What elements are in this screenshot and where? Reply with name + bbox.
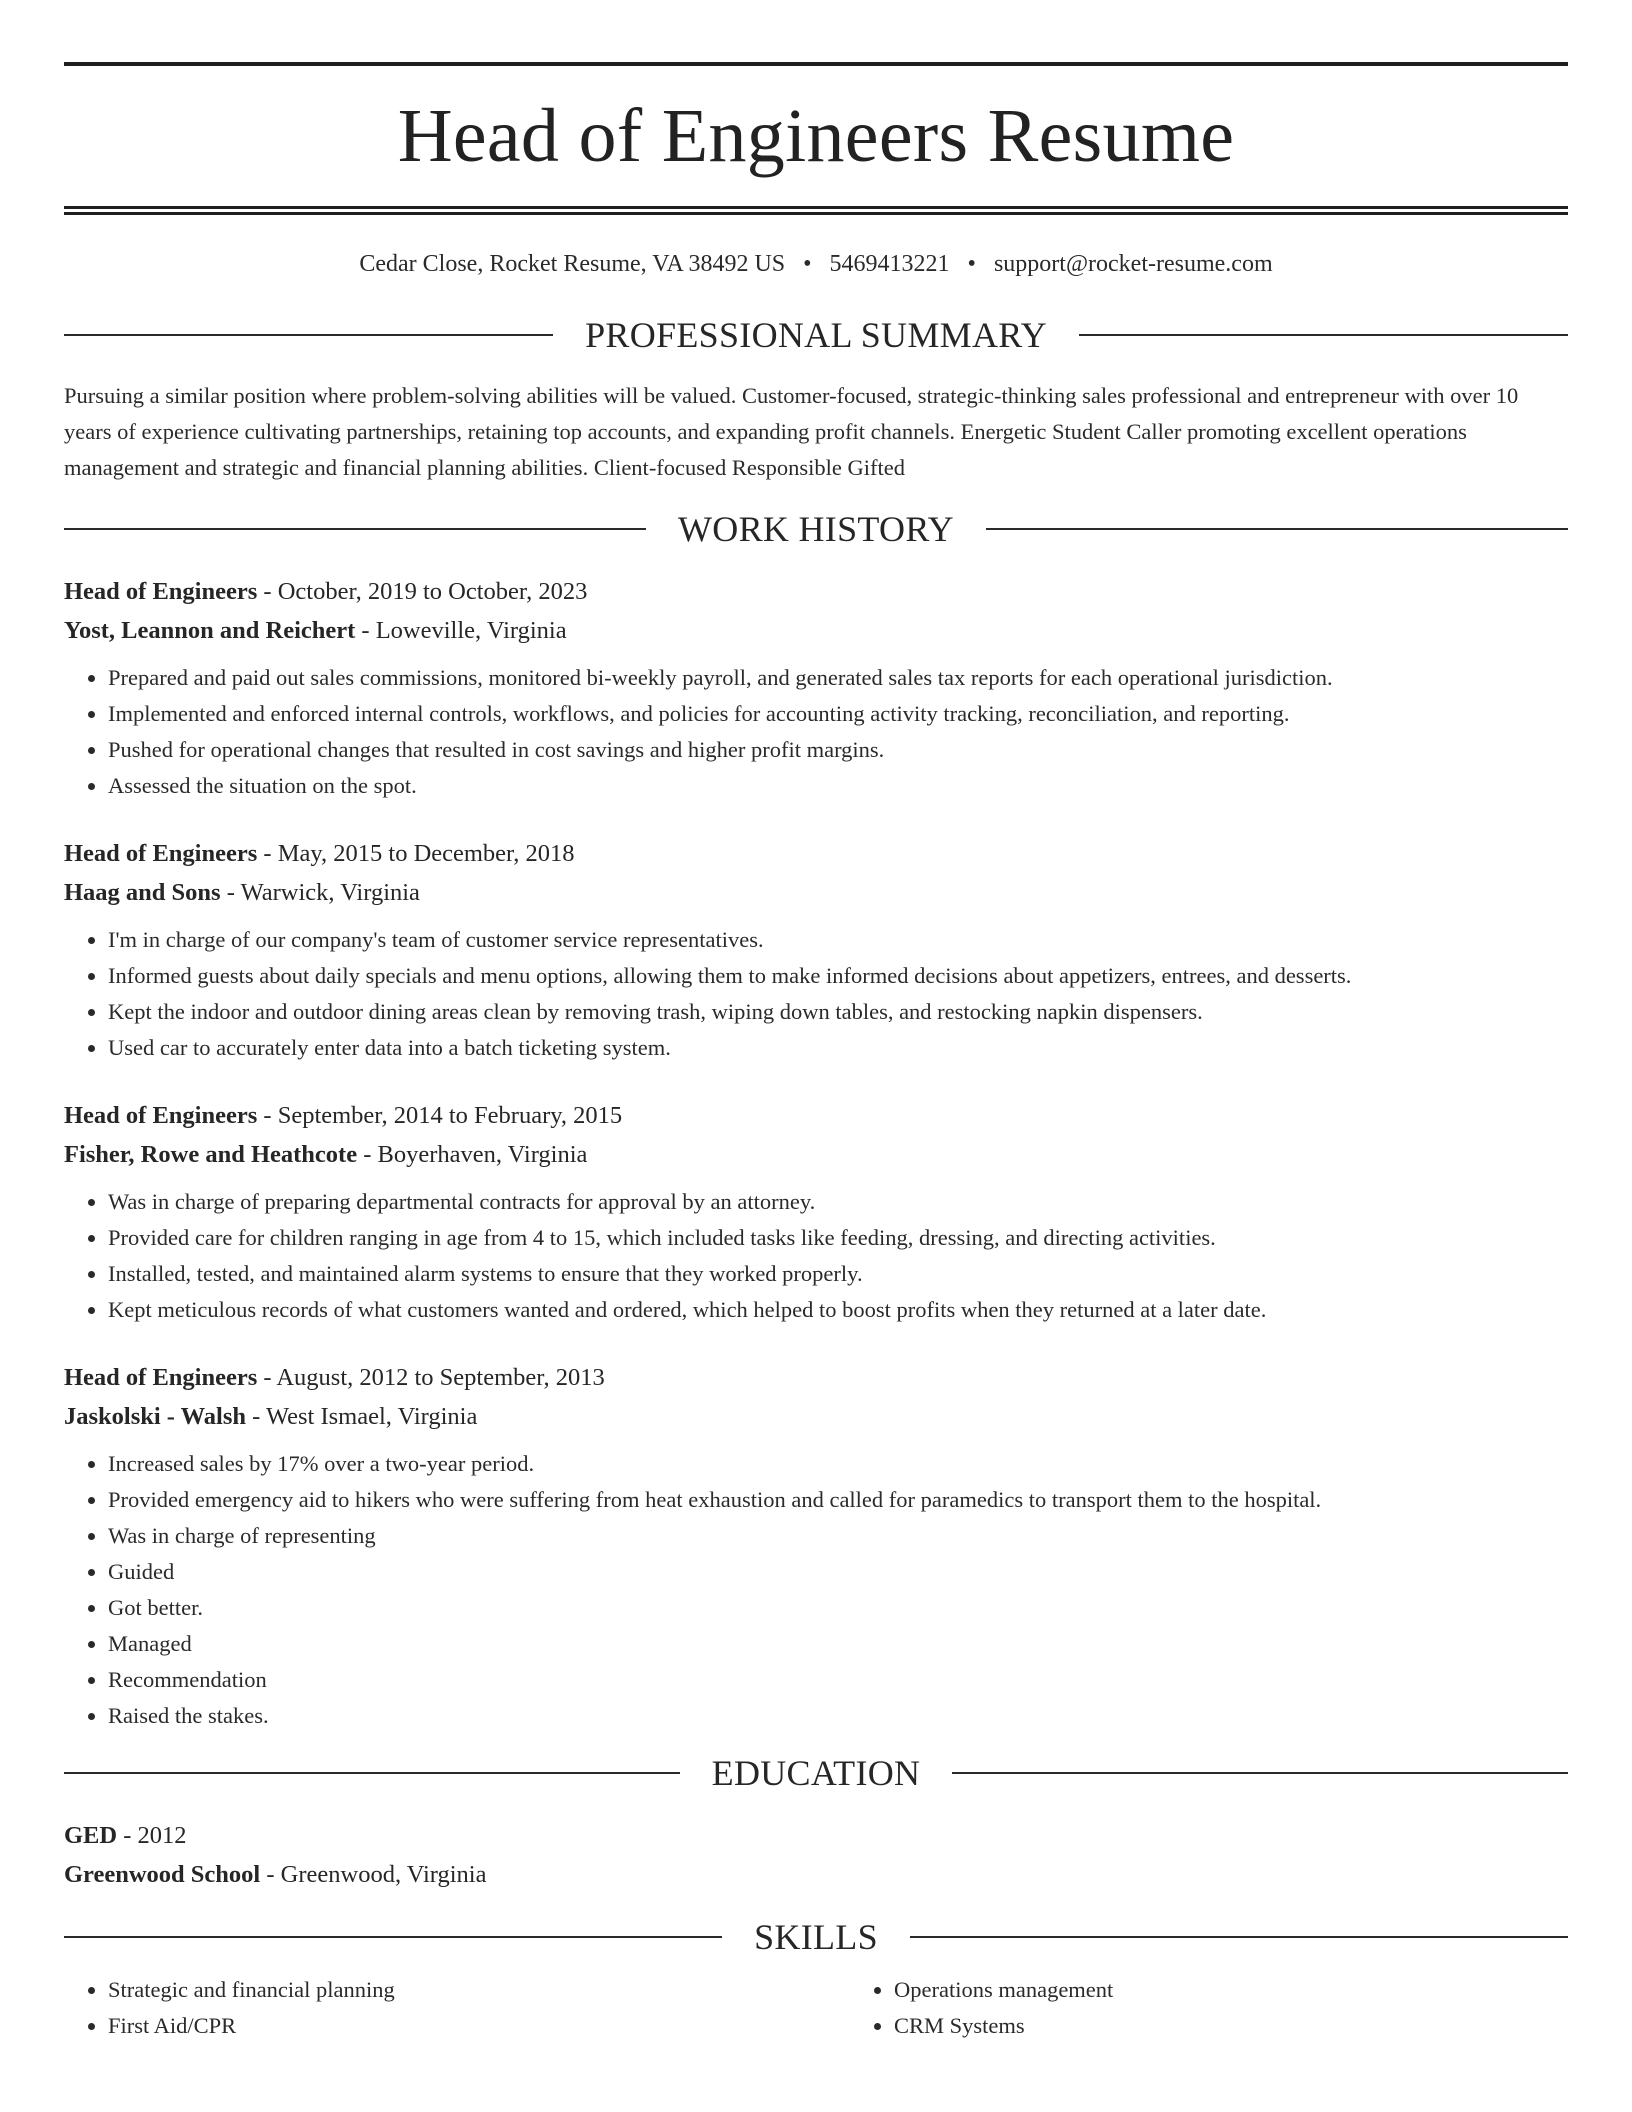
list-item: • Raised the stakes. — [108, 1698, 1568, 1734]
job-location: - Warwick, Virginia — [226, 879, 420, 906]
contact-phone: 5469413221 — [829, 251, 950, 277]
list-item: • Was in charge of preparing departmental contracts for approval by an attorney. — [108, 1184, 1568, 1220]
job-company: Jaskolski - Walsh — [64, 1403, 247, 1430]
heading-rule — [64, 528, 646, 530]
skill-item: • Operations management — [894, 1972, 1568, 2008]
heading-rule — [1079, 334, 1568, 336]
skills-columns — [64, 1972, 1568, 2044]
job-company-line — [64, 1135, 1568, 1174]
resume-title: Head of Engineers Resume — [397, 94, 1235, 178]
job-company-line — [64, 1397, 1568, 1436]
list-item: • Provided care for children ranging in age from 4 to 15, which included tasks like feeding, dressing, and directing activities. — [108, 1220, 1568, 1256]
job-bullets — [64, 660, 1568, 804]
section-title: SKILLS — [754, 1917, 878, 1957]
skill-item: • Strategic and financial planning — [108, 1972, 850, 2008]
job-company-line — [64, 873, 1568, 912]
job-location: - Loweville, Virginia — [361, 617, 567, 644]
job-title: Head of Engineers — [64, 1102, 258, 1129]
education-entry — [64, 1816, 1568, 1894]
resume-page — [64, 62, 1568, 2044]
contact-separator: • — [803, 251, 812, 277]
job-dates: - September, 2014 to February, 2015 — [263, 1102, 623, 1129]
work-history-list — [64, 572, 1568, 1734]
heading-rule — [910, 1936, 1568, 1938]
job-dates: - May, 2015 to December, 2018 — [263, 840, 575, 867]
contact-line — [64, 251, 1568, 278]
list-item: • Implemented and enforced internal controls, workflows, and policies for accounting activity tracking, reconciliation, and reporting. — [108, 696, 1568, 732]
heading-rule — [64, 1772, 680, 1774]
contact-email: support@rocket-resume.com — [993, 251, 1273, 277]
job-entry — [64, 572, 1568, 804]
list-item: • I'm in charge of our company's team of customer service representatives. — [108, 922, 1568, 958]
section-heading-summary — [64, 314, 1568, 356]
education-school: Greenwood School — [64, 1861, 261, 1888]
section-title: EDUCATION — [711, 1753, 921, 1793]
education-location: - Greenwood, Virginia — [266, 1861, 487, 1888]
contact-address: Cedar Close, Rocket Resume, VA 38492 US — [359, 251, 786, 277]
list-item: • Got better. — [108, 1590, 1568, 1626]
contact-separator: • — [967, 251, 976, 277]
heading-rule — [986, 528, 1568, 530]
list-item: • Kept the indoor and outdoor dining areas clean by removing trash, wiping down tables, and restocking napkin dispensers. — [108, 994, 1568, 1030]
skills-list-right — [850, 1972, 1568, 2044]
list-item: • Increased sales by 17% over a two-year period. — [108, 1446, 1568, 1482]
heading-rule — [64, 1936, 722, 1938]
job-title-line — [64, 1096, 1568, 1135]
summary-paragraph: Pursuing a similar position where problem-solving abilities will be valued. Customer-focused, strategic-thinking sales professional and entrepreneur with over 10 years of experience cultivating partnerships, retaining top accounts, and expanding profit channels. Energetic Student Caller promoting excellent operations management and strategic and financial planning abilities. Client-focused Responsible Gifted — [64, 383, 1519, 480]
job-title: Head of Engineers — [64, 840, 258, 867]
job-company-line — [64, 611, 1568, 650]
education-degree: GED — [64, 1822, 118, 1849]
list-item: • Installed, tested, and maintained alarm systems to ensure that they worked properly. — [108, 1256, 1568, 1292]
job-title-line — [64, 834, 1568, 873]
list-item: • Pushed for operational changes that resulted in cost savings and higher profit margins. — [108, 732, 1568, 768]
education-year: - 2012 — [123, 1822, 187, 1849]
job-title-line — [64, 1358, 1568, 1397]
job-bullets — [64, 1446, 1568, 1734]
job-company: Fisher, Rowe and Heathcote — [64, 1141, 358, 1168]
job-bullets — [64, 1184, 1568, 1328]
list-item: • Provided emergency aid to hikers who were suffering from heat exhaustion and called for paramedics to transport them to the hospital. — [108, 1482, 1568, 1518]
section-title: PROFESSIONAL SUMMARY — [585, 315, 1047, 355]
list-item: • Kept meticulous records of what customers wanted and ordered, which helped to boost profits when they returned at a later date. — [108, 1292, 1568, 1328]
job-location: - Boyerhaven, Virginia — [363, 1141, 588, 1168]
job-company: Haag and Sons — [64, 879, 221, 906]
job-bullets — [64, 922, 1568, 1066]
section-title: WORK HISTORY — [678, 509, 954, 549]
job-entry — [64, 834, 1568, 1066]
job-title: Head of Engineers — [64, 1364, 258, 1391]
skill-item: • First Aid/CPR — [108, 2008, 850, 2044]
job-location: - West Ismael, Virginia — [252, 1403, 478, 1430]
job-title: Head of Engineers — [64, 578, 258, 605]
education-school-line — [64, 1855, 1568, 1894]
skills-list-left — [64, 1972, 850, 2044]
section-heading-work — [64, 508, 1568, 550]
job-entry — [64, 1358, 1568, 1734]
top-rule — [64, 62, 1568, 66]
list-item: • Guided — [108, 1554, 1568, 1590]
job-title-line — [64, 572, 1568, 611]
education-degree-line — [64, 1816, 1568, 1855]
list-item: • Informed guests about daily specials and menu options, allowing them to make informed decisions about appetizers, entrees, and desserts. — [108, 958, 1568, 994]
job-dates: - August, 2012 to September, 2013 — [263, 1364, 605, 1391]
job-dates: - October, 2019 to October, 2023 — [263, 578, 588, 605]
list-item: • Was in charge of representing — [108, 1518, 1568, 1554]
list-item: • Assessed the situation on the spot. — [108, 768, 1568, 804]
job-company: Yost, Leannon and Reichert — [64, 617, 356, 644]
list-item: • Managed — [108, 1626, 1568, 1662]
list-item: • Used car to accurately enter data into a batch ticketing system. — [108, 1030, 1568, 1066]
list-item: • Prepared and paid out sales commissions, monitored bi-weekly payroll, and generated sales tax reports for each operational jurisdiction. — [108, 660, 1568, 696]
heading-rule — [952, 1772, 1568, 1774]
title-double-rule — [64, 206, 1568, 215]
heading-rule — [64, 334, 553, 336]
section-heading-skills — [64, 1916, 1568, 1958]
skill-item: • CRM Systems — [894, 2008, 1568, 2044]
list-item: • Recommendation — [108, 1662, 1568, 1698]
section-heading-education — [64, 1752, 1568, 1794]
job-entry — [64, 1096, 1568, 1328]
